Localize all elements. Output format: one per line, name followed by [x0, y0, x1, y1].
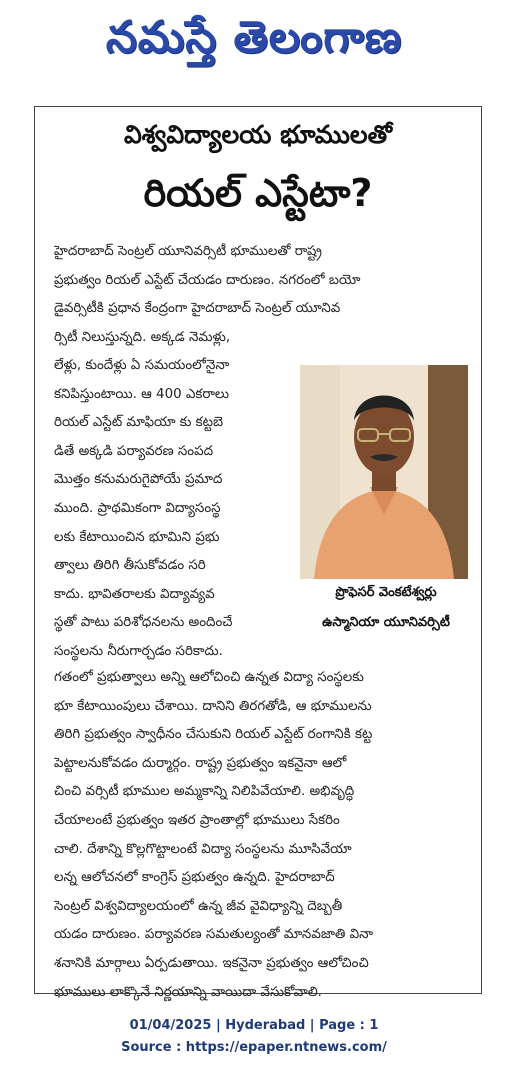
body-line: లేళ్లు, కుందేళ్లు ఏ సమయంలోనైనా	[54, 358, 230, 373]
footer-source-link[interactable]: Source : https://epaper.ntnews.com/	[121, 1040, 387, 1055]
body-line: చేయాలంటే ప్రభుత్వం ఇతర ప్రాంతాల్లో భూములు సేకరిం	[54, 813, 340, 828]
author-photo	[300, 365, 468, 579]
body-line: స్థతో పాటు పరిశోధనలను అందించే	[54, 615, 233, 631]
body-line: చించి వర్సిటీ భూముల అమ్మకాన్ని నిలిపివేయాలి. అభివృద్ధి	[54, 784, 355, 800]
footer-date-location: 01/04/2025 | Hyderabad | Page : 1	[129, 1018, 379, 1033]
body-line: శనానికి మార్గాలు ఏర్పడుతాయి. ఇకనైనా ప్రభుత్వం ఆలోచించి	[54, 956, 369, 971]
portrait-illustration	[300, 365, 468, 579]
photo-caption-affiliation: ఉస్మానియా యూనివర్సిటీ	[322, 615, 450, 630]
body-line: గతంలో ప్రభుత్వాలు అన్ని ఆలోచించి ఉన్నత విద్యా సంస్థలకు	[54, 670, 364, 685]
body-line: ర్సిటీ నిలుస్తున్నది. అక్కడ నెమళ్లు,	[54, 329, 231, 345]
masthead	[0, 0, 508, 80]
headline-line-2: రియల్ ఎస్టేటా?	[143, 171, 373, 215]
body-line: సెంట్రల్ విశ్వవిద్యాలయంలో ఉన్న జీవ వైవిధ్యాన్ని దెబ్బతీ	[54, 898, 343, 914]
body-line: రియల్ ఎస్టేట్ మాఫియా కు కట్టబె	[54, 415, 224, 431]
body-line: తిరిగి ప్రభుత్వం స్వాధీనం చేసుకుని రియల్ ఎస్టేట్ రంగానికి కట్ట	[54, 727, 373, 743]
body-line: యడం దారుణం. పర్యావరణ సమతుల్యంతో మానవజాతి వినా	[54, 927, 374, 943]
body-line: సంస్థలను నీరుగార్చడం సరికాదు.	[54, 644, 223, 659]
body-line: కాదు. భావితరాలకు విద్యావ్యవ	[54, 586, 215, 602]
body-line: లకు కేటాయించిన భూమిని ప్రభు	[54, 529, 220, 545]
body-line: ముంది. ప్రాథమికంగా విద్యాసంస్థ	[54, 501, 221, 516]
body-line: కనిపిస్తుంటాయి. ఆ 400 ఎకరాలు	[54, 386, 230, 402]
body-line: భూములు లాక్కొనే నిర్ణయాన్ని వాయిదా వేసుకోవాలి.	[54, 984, 322, 1000]
body-line: హైదరాబాద్ సెంట్రల్ యూనివర్సిటీ భూములతో రాష్ట్ర	[54, 244, 322, 259]
body-line: పెట్టాలనుకోవడం దుర్మార్గం. రాష్ట్ర ప్రభుత్వం ఇకనైనా ఆలో	[54, 755, 347, 771]
body-line: డితే అక్కడి పర్యావరణ సంపద	[54, 443, 214, 459]
body-line: భూ కేటాయింపులు చేశాయి. దానిని తిరగతోడి, ఆ భూములను	[54, 698, 372, 714]
headline-line-1: విశ్వవిద్యాలయ భూములతో	[123, 120, 393, 149]
photo-caption-name: ప్రొఫెసర్ వెంకటేశ్వర్లు	[335, 585, 437, 600]
body-line: మొత్తం కనుమరుగైపోయే ప్రమాద	[54, 472, 223, 488]
newspaper-logo: నమస్తే తెలంగాణ	[105, 12, 403, 63]
body-line: చాలి. దేశాన్ని కొల్లగొట్టాలంటే విద్యా సంస్థలను మూసివేయా	[54, 841, 352, 857]
body-line: ప్రభుత్వం రియల్ ఎస్టేట్ చేయడం దారుణం. నగరంలో బయో	[54, 272, 361, 288]
body-line: లన్న ఆలోచనలో కాంగ్రెస్ ప్రభుత్వం ఉన్నది. హైదరాబాద్	[54, 870, 335, 886]
body-line: డైవర్సిటీకి ప్రధాన కేంద్రంగా హైదరాబాద్ సెంట్రల్ యూనివ	[54, 301, 341, 317]
body-line: త్వాలు తిరిగి తీసుకోవడం సరి	[54, 558, 206, 574]
